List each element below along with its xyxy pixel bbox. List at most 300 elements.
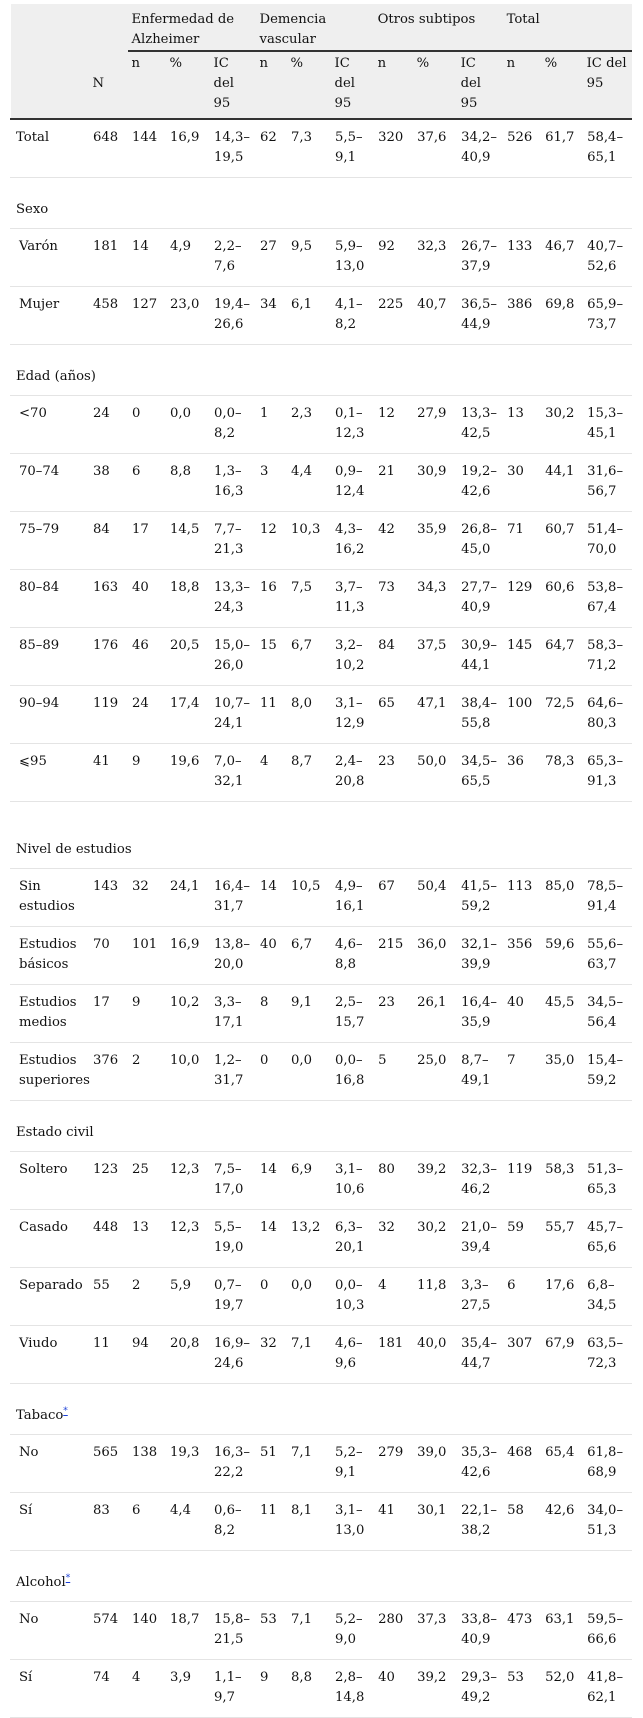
- cell-value: 9: [256, 1660, 287, 1718]
- cell-value: 473: [503, 1602, 541, 1660]
- cell-value: 34,3: [413, 570, 457, 628]
- cell-value: 386: [503, 287, 541, 345]
- cell-value: 41: [89, 744, 128, 802]
- cell-value: 8,1: [287, 1493, 331, 1551]
- row-label: Casado: [11, 1210, 89, 1268]
- cell-value: 13,3–42,5: [457, 396, 503, 454]
- row-label: No: [11, 1435, 89, 1493]
- cell-value: 29,3–49,2: [457, 1660, 503, 1718]
- cell-value: 13,8–20,0: [210, 927, 256, 985]
- row-label: 75–79: [11, 512, 89, 570]
- cell-value: 448: [89, 1210, 128, 1268]
- cell-value: 58: [503, 1493, 541, 1551]
- table-row: [11, 744, 632, 802]
- table-row: [11, 119, 632, 178]
- cell-value: 5,2–9,1: [331, 1435, 374, 1493]
- cell-value: 8,8: [287, 1660, 331, 1718]
- cell-value: 5,5–9,1: [331, 119, 374, 178]
- cell-value: 46: [128, 628, 166, 686]
- cell-value: 33,8–40,9: [457, 1602, 503, 1660]
- cell-value: 143: [89, 869, 128, 927]
- table-row: [11, 570, 632, 628]
- cell-value: 51,4–70,0: [583, 512, 632, 570]
- cell-value: 3,2–10,2: [331, 628, 374, 686]
- cell-value: 5,5–19,0: [210, 1210, 256, 1268]
- section-title: Edad (años): [16, 369, 96, 384]
- cell-value: 2: [128, 1268, 166, 1326]
- cell-value: 6,8–34,5: [583, 1268, 632, 1326]
- cell-value: 5,9: [166, 1268, 210, 1326]
- cell-value: 61,8–68,9: [583, 1435, 632, 1493]
- cell-value: 7,0–32,1: [210, 744, 256, 802]
- cell-value: 20,8: [166, 1326, 210, 1384]
- cell-value: 38: [89, 454, 128, 512]
- row-label: No: [11, 1602, 89, 1660]
- cell-value: 39,0: [413, 1435, 457, 1493]
- cell-value: 16,9: [166, 927, 210, 985]
- cell-value: 13,2: [287, 1210, 331, 1268]
- header-group-alzheimer: Enfermedad de Alzheimer: [128, 4, 256, 51]
- cell-value: 7,3: [287, 119, 331, 178]
- cell-value: 4: [374, 1268, 413, 1326]
- cell-value: 50,4: [413, 869, 457, 927]
- cell-value: 458: [89, 287, 128, 345]
- cell-value: 16,9–24,6: [210, 1326, 256, 1384]
- table-row: [11, 1268, 632, 1326]
- cell-value: 61,7: [541, 119, 583, 178]
- cell-value: 34,5–65,5: [457, 744, 503, 802]
- cell-value: 17: [128, 512, 166, 570]
- cell-value: 376: [89, 1043, 128, 1101]
- cell-value: 38,4–55,8: [457, 686, 503, 744]
- cell-value: 53: [256, 1602, 287, 1660]
- cell-value: 9: [128, 744, 166, 802]
- row-label: 80–84: [11, 570, 89, 628]
- cell-value: 32: [374, 1210, 413, 1268]
- section-title: Tabaco: [16, 1408, 64, 1423]
- footnote-link[interactable]: *: [65, 1573, 71, 1584]
- cell-value: 63,5–72,3: [583, 1326, 632, 1384]
- cell-value: 113: [503, 869, 541, 927]
- section-header: [11, 192, 632, 229]
- table-row: [11, 927, 632, 985]
- cell-value: 20,5: [166, 628, 210, 686]
- cell-value: 4,9: [166, 229, 210, 287]
- cell-value: 35,3–42,6: [457, 1435, 503, 1493]
- row-label: Mujer: [11, 287, 89, 345]
- cell-value: 41: [374, 1493, 413, 1551]
- header-group-vascular: Demencia vascular: [256, 4, 374, 51]
- cell-value: 6,9: [287, 1152, 331, 1210]
- cell-value: 3,1–13,0: [331, 1493, 374, 1551]
- row-label: 70–74: [11, 454, 89, 512]
- cell-value: 34,5–56,4: [583, 985, 632, 1043]
- cell-value: 92: [374, 229, 413, 287]
- cell-value: 32,3–46,2: [457, 1152, 503, 1210]
- cell-value: 0: [256, 1043, 287, 1101]
- header-pct: %: [166, 51, 210, 119]
- header-blank: [11, 4, 89, 51]
- cell-value: 6: [128, 454, 166, 512]
- table-row: [11, 1660, 632, 1718]
- prevalence-table: [10, 4, 631, 1718]
- cell-value: 0,1–12,3: [331, 396, 374, 454]
- cell-value: 3,1–12,9: [331, 686, 374, 744]
- cell-value: 21: [374, 454, 413, 512]
- cell-value: 4: [128, 1660, 166, 1718]
- cell-value: 1,3–16,3: [210, 454, 256, 512]
- cell-value: 30,9: [413, 454, 457, 512]
- cell-value: 0: [256, 1268, 287, 1326]
- cell-value: 123: [89, 1152, 128, 1210]
- table-row: [11, 1602, 632, 1660]
- section-title-cell: [11, 359, 632, 396]
- cell-value: 47,1: [413, 686, 457, 744]
- row-label: <70: [11, 396, 89, 454]
- row-label: Sí: [11, 1660, 89, 1718]
- cell-value: 14,5: [166, 512, 210, 570]
- cell-value: 12: [256, 512, 287, 570]
- cell-value: 24: [128, 686, 166, 744]
- cell-value: 1,1–9,7: [210, 1660, 256, 1718]
- cell-value: 45,5: [541, 985, 583, 1043]
- cell-value: 181: [374, 1326, 413, 1384]
- header-group-otros: Otros subtipos: [374, 4, 503, 51]
- cell-value: 14: [256, 1152, 287, 1210]
- cell-value: 21,0–39,4: [457, 1210, 503, 1268]
- cell-value: 34,0–51,3: [583, 1493, 632, 1551]
- cell-value: 60,7: [541, 512, 583, 570]
- cell-value: 24: [89, 396, 128, 454]
- cell-value: 78,5–91,4: [583, 869, 632, 927]
- cell-value: 19,3: [166, 1435, 210, 1493]
- spacer-cell: [11, 816, 632, 832]
- row-label: ⩽95: [11, 744, 89, 802]
- cell-value: 181: [89, 229, 128, 287]
- cell-value: 15,8–21,5: [210, 1602, 256, 1660]
- header-pct: %: [541, 51, 583, 119]
- table-body: [11, 119, 632, 1718]
- cell-value: 119: [89, 686, 128, 744]
- cell-value: 41,8–62,1: [583, 1660, 632, 1718]
- cell-value: 6,7: [287, 628, 331, 686]
- cell-value: 84: [89, 512, 128, 570]
- cell-value: 15: [256, 628, 287, 686]
- spacer-cell: [11, 1101, 632, 1116]
- header-pct: %: [413, 51, 457, 119]
- section-title-cell: [11, 192, 632, 229]
- table-row: [11, 1043, 632, 1101]
- cell-value: 62: [256, 119, 287, 178]
- table-row: [11, 1152, 632, 1210]
- table-row: [11, 985, 632, 1043]
- header-sub-row: [11, 51, 632, 119]
- footnote-link[interactable]: *: [63, 1406, 68, 1417]
- header-ic: IC del 95: [457, 51, 503, 119]
- cell-value: 65,3–91,3: [583, 744, 632, 802]
- cell-value: 15,0–26,0: [210, 628, 256, 686]
- cell-value: 26,1: [413, 985, 457, 1043]
- row-label: 85–89: [11, 628, 89, 686]
- cell-value: 144: [128, 119, 166, 178]
- cell-value: 78,3: [541, 744, 583, 802]
- cell-value: 2,3: [287, 396, 331, 454]
- cell-value: 4,4: [166, 1493, 210, 1551]
- cell-value: 73: [374, 570, 413, 628]
- cell-value: 16,9: [166, 119, 210, 178]
- cell-value: 127: [128, 287, 166, 345]
- cell-value: 63,1: [541, 1602, 583, 1660]
- cell-value: 40,7: [413, 287, 457, 345]
- cell-value: 14: [256, 869, 287, 927]
- cell-value: 45,7–65,6: [583, 1210, 632, 1268]
- cell-value: 14,3–19,5: [210, 119, 256, 178]
- cell-value: 14: [256, 1210, 287, 1268]
- cell-value: 138: [128, 1435, 166, 1493]
- table-row: [11, 1435, 632, 1493]
- section-title: Nivel de estudios: [16, 842, 132, 857]
- cell-value: 19,4–26,6: [210, 287, 256, 345]
- cell-value: 8,0: [287, 686, 331, 744]
- cell-value: 37,5: [413, 628, 457, 686]
- table-row: [11, 1493, 632, 1551]
- cell-value: 46,7: [541, 229, 583, 287]
- section-header: [11, 1398, 632, 1435]
- cell-value: 18,8: [166, 570, 210, 628]
- header-n: n: [374, 51, 413, 119]
- cell-value: 94: [128, 1326, 166, 1384]
- cell-value: 27,7–40,9: [457, 570, 503, 628]
- cell-value: 84: [374, 628, 413, 686]
- cell-value: 12,3: [166, 1210, 210, 1268]
- section-title-cell: [11, 832, 632, 869]
- cell-value: 0,0: [287, 1043, 331, 1101]
- row-label: Varón: [11, 229, 89, 287]
- section-header: [11, 359, 632, 396]
- row-label: Estudios superiores: [11, 1043, 89, 1101]
- cell-value: 3,3–17,1: [210, 985, 256, 1043]
- cell-value: 19,2–42,6: [457, 454, 503, 512]
- cell-value: 140: [128, 1602, 166, 1660]
- cell-value: 10,5: [287, 869, 331, 927]
- cell-value: 5: [374, 1043, 413, 1101]
- cell-value: 12,3: [166, 1152, 210, 1210]
- cell-value: 71: [503, 512, 541, 570]
- row-label: Estudios medios: [11, 985, 89, 1043]
- section-title-cell: [11, 1398, 632, 1435]
- row-label: Sin estudios: [11, 869, 89, 927]
- cell-value: 11: [89, 1326, 128, 1384]
- cell-value: 526: [503, 119, 541, 178]
- cell-value: 4,6–8,8: [331, 927, 374, 985]
- cell-value: 37,6: [413, 119, 457, 178]
- cell-value: 0,0–10,3: [331, 1268, 374, 1326]
- cell-value: 320: [374, 119, 413, 178]
- cell-value: 36,5–44,9: [457, 287, 503, 345]
- section-header: [11, 1565, 632, 1602]
- cell-value: 31,6–56,7: [583, 454, 632, 512]
- cell-value: 163: [89, 570, 128, 628]
- cell-value: 13,3–24,3: [210, 570, 256, 628]
- cell-value: 15,3–45,1: [583, 396, 632, 454]
- table-row: [11, 512, 632, 570]
- cell-value: 10,2: [166, 985, 210, 1043]
- cell-value: 44,1: [541, 454, 583, 512]
- cell-value: 16,4–31,7: [210, 869, 256, 927]
- header-n: n: [128, 51, 166, 119]
- cell-value: 2,4–20,8: [331, 744, 374, 802]
- cell-value: 36: [503, 744, 541, 802]
- cell-value: 648: [89, 119, 128, 178]
- cell-value: 42,6: [541, 1493, 583, 1551]
- cell-value: 10,0: [166, 1043, 210, 1101]
- cell-value: 15,4–59,2: [583, 1043, 632, 1101]
- cell-value: 176: [89, 628, 128, 686]
- cell-value: 9,1: [287, 985, 331, 1043]
- cell-value: 39,2: [413, 1152, 457, 1210]
- cell-value: 64,6–80,3: [583, 686, 632, 744]
- table-row: [11, 628, 632, 686]
- header-ic: IC del 95: [331, 51, 374, 119]
- cell-value: 40: [374, 1660, 413, 1718]
- spacer-row: [11, 345, 632, 360]
- cell-value: 0: [128, 396, 166, 454]
- header-n: n: [503, 51, 541, 119]
- cell-value: 574: [89, 1602, 128, 1660]
- cell-value: 5,2–9,0: [331, 1602, 374, 1660]
- row-label: Estudios básicos: [11, 927, 89, 985]
- section-header: [11, 832, 632, 869]
- cell-value: 17,4: [166, 686, 210, 744]
- cell-value: 55,6–63,7: [583, 927, 632, 985]
- cell-value: 13: [128, 1210, 166, 1268]
- cell-value: 25,0: [413, 1043, 457, 1101]
- cell-value: 30,2: [541, 396, 583, 454]
- cell-value: 59,5–66,6: [583, 1602, 632, 1660]
- cell-value: 6,1: [287, 287, 331, 345]
- cell-value: 14: [128, 229, 166, 287]
- row-label: 90–94: [11, 686, 89, 744]
- cell-value: 16,4–35,9: [457, 985, 503, 1043]
- cell-value: 35,9: [413, 512, 457, 570]
- cell-value: 3,3–27,5: [457, 1268, 503, 1326]
- cell-value: 4,1–8,2: [331, 287, 374, 345]
- spacer-row: [11, 1551, 632, 1566]
- cell-value: 0,9–12,4: [331, 454, 374, 512]
- cell-value: 34,2–40,9: [457, 119, 503, 178]
- cell-value: 26,8–45,0: [457, 512, 503, 570]
- cell-value: 4,4: [287, 454, 331, 512]
- cell-value: 7,1: [287, 1602, 331, 1660]
- section-title: Alcohol: [16, 1575, 66, 1590]
- cell-value: 80: [374, 1152, 413, 1210]
- cell-value: 60,6: [541, 570, 583, 628]
- cell-value: 7,1: [287, 1435, 331, 1493]
- cell-value: 32,1–39,9: [457, 927, 503, 985]
- cell-value: 11: [256, 686, 287, 744]
- cell-value: 468: [503, 1435, 541, 1493]
- cell-value: 4: [256, 744, 287, 802]
- cell-value: 565: [89, 1435, 128, 1493]
- cell-value: 17: [89, 985, 128, 1043]
- cell-value: 53,8–67,4: [583, 570, 632, 628]
- cell-value: 8: [256, 985, 287, 1043]
- cell-value: 52,0: [541, 1660, 583, 1718]
- table-row: [11, 869, 632, 927]
- cell-value: 32: [256, 1326, 287, 1384]
- cell-value: 30: [503, 454, 541, 512]
- spacer-cell: [11, 802, 632, 817]
- cell-value: 356: [503, 927, 541, 985]
- spacer-cell: [11, 1384, 632, 1399]
- cell-value: 74: [89, 1660, 128, 1718]
- cell-value: 3,7–11,3: [331, 570, 374, 628]
- cell-value: 0,6–8,2: [210, 1493, 256, 1551]
- spacer-row: [11, 178, 632, 193]
- cell-value: 133: [503, 229, 541, 287]
- header-pct: %: [287, 51, 331, 119]
- cell-value: 23: [374, 744, 413, 802]
- cell-value: 53: [503, 1660, 541, 1718]
- cell-value: 0,0–8,2: [210, 396, 256, 454]
- cell-value: 4,9–16,1: [331, 869, 374, 927]
- cell-value: 307: [503, 1326, 541, 1384]
- cell-value: 6: [128, 1493, 166, 1551]
- cell-value: 3: [256, 454, 287, 512]
- cell-value: 19,6: [166, 744, 210, 802]
- section-title: Estado civil: [16, 1125, 94, 1140]
- table-row: [11, 396, 632, 454]
- cell-value: 11,8: [413, 1268, 457, 1326]
- cell-value: 8,7: [287, 744, 331, 802]
- cell-value: 280: [374, 1602, 413, 1660]
- header-N: N: [89, 51, 128, 119]
- cell-value: 65,4: [541, 1435, 583, 1493]
- cell-value: 40,0: [413, 1326, 457, 1384]
- cell-value: 7,5: [287, 570, 331, 628]
- cell-value: 2: [128, 1043, 166, 1101]
- cell-value: 3,9: [166, 1660, 210, 1718]
- cell-value: 58,3: [541, 1152, 583, 1210]
- cell-value: 55: [89, 1268, 128, 1326]
- cell-value: 2,2–7,6: [210, 229, 256, 287]
- cell-value: 30,1: [413, 1493, 457, 1551]
- cell-value: 40,7–52,6: [583, 229, 632, 287]
- cell-value: 25: [128, 1152, 166, 1210]
- header-blank-n: [89, 4, 128, 51]
- spacer-cell: [11, 1551, 632, 1566]
- cell-value: 145: [503, 628, 541, 686]
- section-title: Sexo: [16, 202, 49, 217]
- table-row: [11, 454, 632, 512]
- cell-value: 83: [89, 1493, 128, 1551]
- cell-value: 5,9–13,0: [331, 229, 374, 287]
- table-row: [11, 1326, 632, 1384]
- cell-value: 7: [503, 1043, 541, 1101]
- cell-value: 69,8: [541, 287, 583, 345]
- cell-value: 35,0: [541, 1043, 583, 1101]
- row-label: Total: [11, 119, 89, 178]
- cell-value: 64,7: [541, 628, 583, 686]
- cell-value: 11: [256, 1493, 287, 1551]
- header-blank-label: [11, 51, 89, 119]
- cell-value: 2,5–15,7: [331, 985, 374, 1043]
- cell-value: 32: [128, 869, 166, 927]
- cell-value: 23: [374, 985, 413, 1043]
- cell-value: 40: [503, 985, 541, 1043]
- cell-value: 8,7–49,1: [457, 1043, 503, 1101]
- cell-value: 16,3–22,2: [210, 1435, 256, 1493]
